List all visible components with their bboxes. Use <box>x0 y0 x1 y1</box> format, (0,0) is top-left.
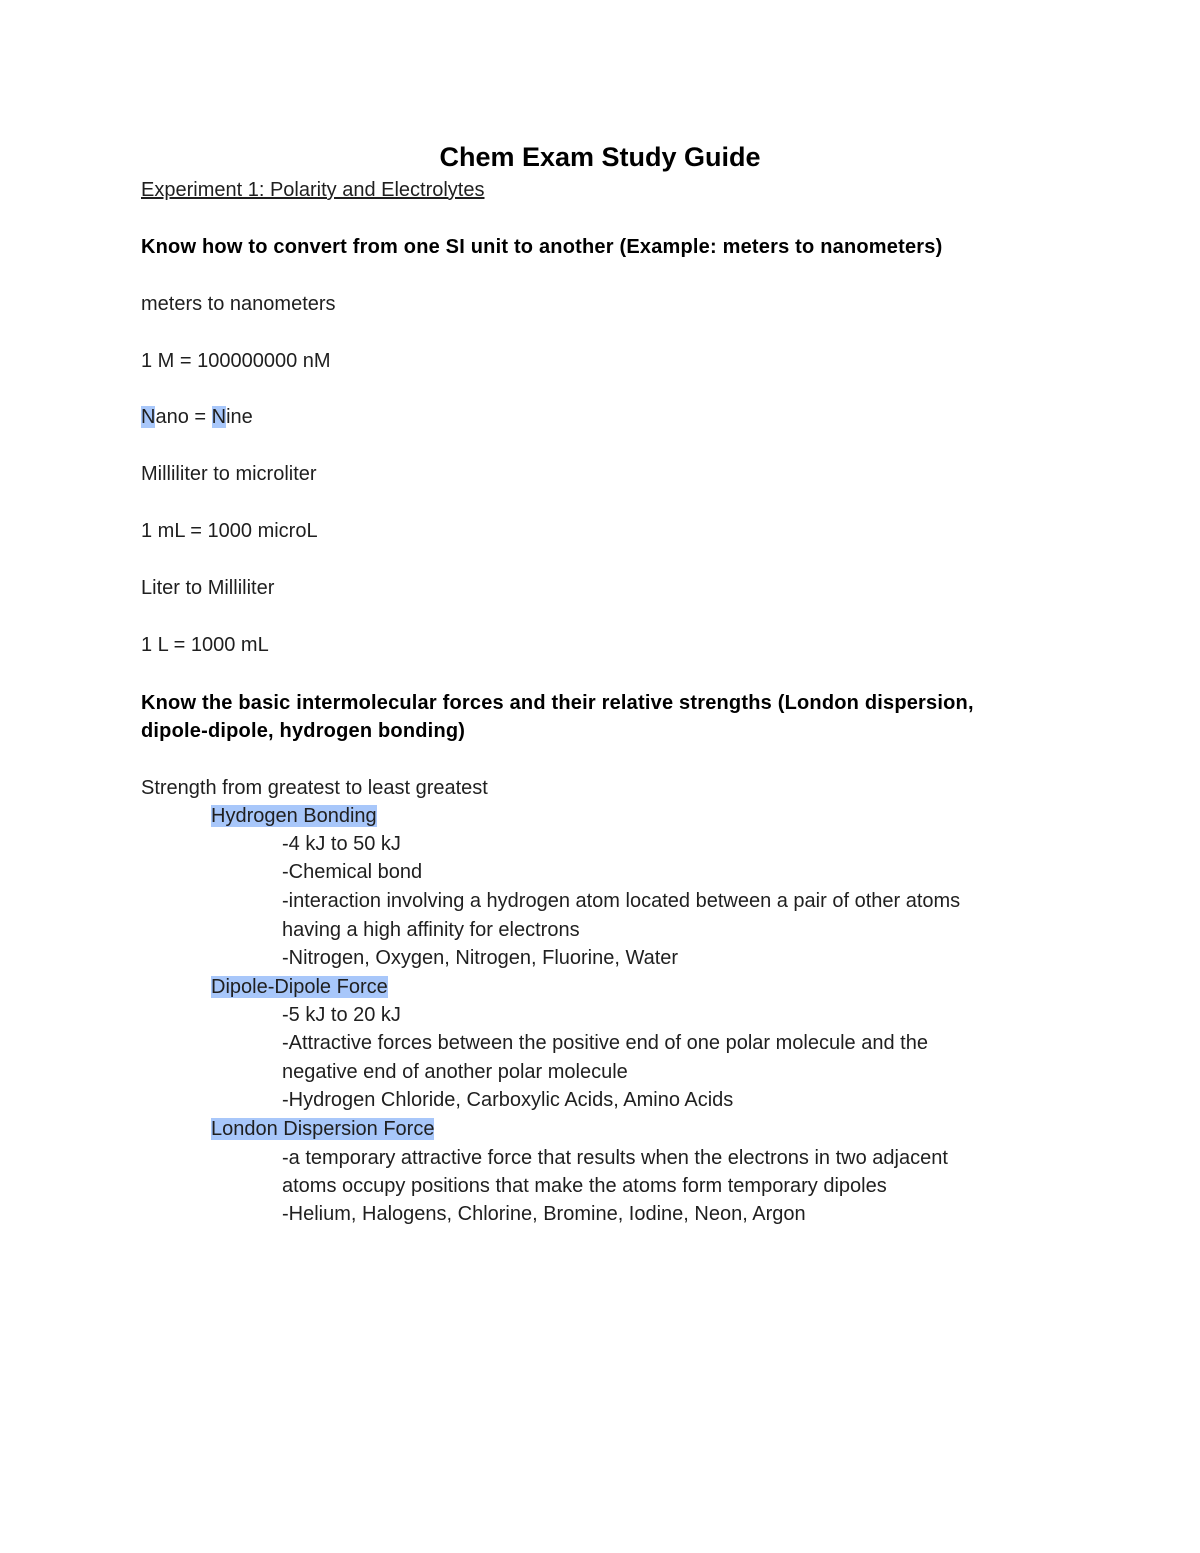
force-detail: atoms occupy positions that make the atoms form temporary dipoles <box>282 1175 887 1197</box>
page-title: Chem Exam Study Guide <box>439 142 761 172</box>
conversion-line: Liter to Milliliter <box>141 577 275 599</box>
conversion-line: 1 L = 1000 mL <box>141 634 269 656</box>
conversion-line: meters to nanometers <box>141 293 336 315</box>
force-detail: having a high affinity for electrons <box>282 919 580 941</box>
force-detail: -a temporary attractive force that results when the electrons in two adjacent <box>282 1147 948 1169</box>
section2-heading: Know the basic intermolecular forces and their relative strengths (London dispersion, <box>141 692 974 714</box>
highlighted-letter: N <box>141 406 156 428</box>
conversion-line: 1 M = 100000000 nM <box>141 350 331 372</box>
force-detail: -Helium, Halogens, Chlorine, Bromine, Iodine, Neon, Argon <box>282 1203 806 1225</box>
mnemonic-text: ano <box>155 406 189 428</box>
force-name: Dipole-Dipole Force <box>211 976 388 998</box>
force-detail: -interaction involving a hydrogen atom located between a pair of other atoms <box>282 890 961 912</box>
force-detail: -Nitrogen, Oxygen, Nitrogen, Fluorine, Water <box>282 947 679 969</box>
experiment-subtitle: Experiment 1: Polarity and Electrolytes <box>141 179 485 201</box>
force-name: London Dispersion Force <box>211 1118 435 1140</box>
strength-intro: Strength from greatest to least greatest <box>141 777 488 799</box>
conversion-line: Milliliter to microliter <box>141 463 317 485</box>
force-detail: -Hydrogen Chloride, Carboxylic Acids, Amino Acids <box>282 1089 734 1111</box>
force-heading <box>211 973 388 1001</box>
conversion-line: 1 mL = 1000 microL <box>141 520 318 542</box>
mnemonic-text: ine <box>226 406 253 428</box>
mnemonic-equals: = <box>188 406 212 428</box>
section2-heading: dipole-dipole, hydrogen bonding) <box>141 720 466 742</box>
section1-heading: Know how to convert from one SI unit to another (Example: meters to nanometers) <box>141 236 943 258</box>
force-detail: negative end of another polar molecule <box>282 1061 628 1083</box>
force-detail: -Attractive forces between the positive end of one polar molecule and the <box>282 1032 928 1054</box>
force-name: Hydrogen Bonding <box>211 805 377 827</box>
force-heading <box>211 1115 434 1143</box>
force-detail: -5 kJ to 20 kJ <box>282 1004 401 1026</box>
force-heading <box>211 802 377 830</box>
force-detail: -Chemical bond <box>282 861 423 883</box>
highlighted-letter: N <box>211 406 227 428</box>
force-detail: -4 kJ to 50 kJ <box>282 833 401 855</box>
nano-mnemonic <box>141 403 253 431</box>
